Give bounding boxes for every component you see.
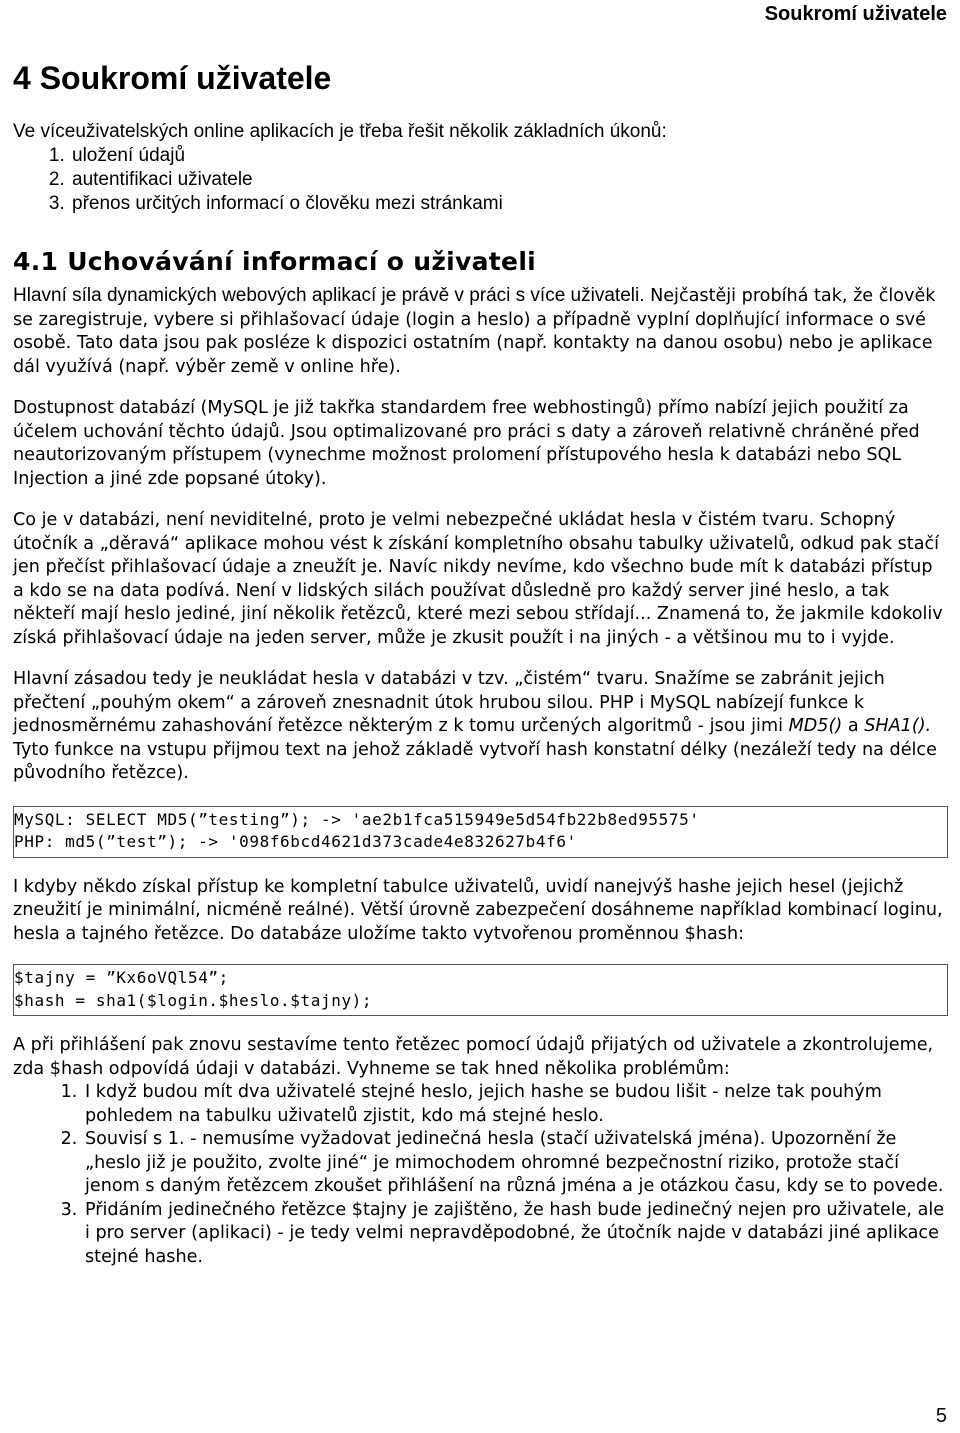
list-item: 2. autentifikaci uživatele xyxy=(70,168,948,192)
running-header: Soukromí uživatele xyxy=(764,3,947,25)
section-title: 4.1 Uchovávání informací o uživateli xyxy=(13,247,537,276)
page-content xyxy=(13,58,948,1269)
code-block xyxy=(13,964,948,1016)
chapter-title: 4 Soukromí uživatele xyxy=(13,60,332,96)
code-block xyxy=(13,806,948,858)
list-item: 1. uložení údajů xyxy=(70,144,948,168)
paragraph: Co je v databázi, není neviditelné, proto je velmi nebezpečné ukládat hesla v čistém tvaru. Schopný útočník a „děravá“ aplikace mohou vést k získání kompletního obsahu tabulky uživatelů, odkud pak stačí jen přečíst přihlašovací údaje a zneužít je. Navíc nikdy nevíme, kdo všechno bude mít k databázi přístup a kdo se na data podívá. Není v lidských silách používat důsledně pro každý server jiné heslo, a tak někteří mají heslo jediné, jiní několik řetězců, které mezi sebou střídají... Znamená to, že jakmile kdokoliv získá přihlašovací údaje na jeden server, může je zkusit použít i na jiných - a většinou mu to i vyjde. xyxy=(13,510,943,648)
paragraph-text: Tyto funkce na vstupu přijmou text na jehož základě vytvoří hash konstatní délky (nezáleží tedy na délce původního řetězce). xyxy=(13,739,937,783)
intro-text: Ve víceuživatelských online aplikacích je třeba řešit několik základních úkonů: xyxy=(13,121,667,142)
code-term: SHA1(). xyxy=(864,716,932,736)
paragraph xyxy=(13,284,948,379)
list-item: 2. Souvisí s 1. - nemusíme vyžadovat jedinečná hesla (stačí uživatelská jména). Upozornění že „heslo již je použito, zvolte jiné“ je mimochodem ohromné bezpečnostní riziko, protože stačí jenom s daným řetězcem zkoušet přihlášení na různá jména a je otázkou času, kdy se to povede. xyxy=(83,1128,948,1199)
paragraph-lead: Hlavní síla dynamických webových aplikací je právě v práci s více uživateli. xyxy=(13,285,645,306)
code-line: PHP: md5(”test”); -> '098f6bcd4621d373cade4e832627b4f6' xyxy=(14,832,577,851)
code-term: MD5() xyxy=(788,716,843,736)
code-line: MySQL: SELECT MD5(”testing”); -> 'ae2b1fca515949e5d54fb22b8ed95575' xyxy=(14,809,700,829)
code-line: $tajny = ”Kx6oVQl54”; xyxy=(14,968,229,987)
list-item: 1. I když budou mít dva uživatelé stejné heslo, jejich hashe se budou lišit - nelze tak pouhým pohledem na tabulku uživatelů zjistit, kdo má stejné heslo. xyxy=(83,1081,948,1128)
list-item: 3. přenos určitých informací o člověku mezi stránkami xyxy=(70,192,948,216)
paragraph: Dostupnost databází (MySQL je již takřka standardem free webhostingů) přímo nabízí jejich použití za účelem uchování těchto údajů. Jsou optimalizované pro práci s daty a zároveň relativně chráněné před neautorizovaným přístupem (vynechme možnost prolomení přístupového hesla k databázi nebo SQL Injection a jiné zde popsané útoky). xyxy=(13,398,920,489)
paragraph-text: a xyxy=(842,716,865,736)
paragraph: I kdyby někdo získal přístup ke kompletní tabulce uživatelů, uvidí nanejvýš hashe jejich hesel (jejichž zneužití je minimální, nicméně reálné). Větší úrovně zabezpečení dosáhneme například kombinací loginu, hesla a tajného řetězce. Do databáze uložíme takto vytvořenou proměnnou $hash: xyxy=(13,876,943,944)
list-item: 3. Přidáním jedinečného řetězce $tajny je zajištěno, že hash bude jedinečný nejen pro uživatele, ale i pro server (aplikaci) - je tedy velmi nepravděpodobné, že útočník najde v databázi jiné aplikace stejné hashe. xyxy=(83,1199,948,1270)
paragraph xyxy=(13,668,948,786)
paragraph-rest: Nejčastěji probíhá tak, že člověk se zaregistruje, vybere si přihlašovací údaje (login a heslo) a případně vyplní doplňující informace o své osobě. Tato data jsou pak posléze k dispozici ostatním (např. kontakty na danou osobu) nebo je aplikace dál využívá (např. výběr země v online hře). xyxy=(13,286,936,377)
paragraph-text: Hlavní zásadou tedy je neukládat hesla v databázi v tzv. „čistém“ tvaru. Snažíme se zabránit jejich přečtení „pouhým okem“ a zároveň znesnadnit útok hrubou silou. PHP i MySQL nabízejí funkce k jednosměrnému zahashování řetězce některým z k tomu určených algoritmů - jsou jimi xyxy=(13,669,885,736)
code-line: $hash = sha1($login.$heslo.$tajny); xyxy=(14,990,373,1010)
paragraph: A při přihlášení pak znovu sestavíme tento řetězec pomocí údajů přijatých od uživatele a zkontrolujeme, zda $hash odpovídá údaji v databázi. Vyhneme se tak hned několika problémům: xyxy=(13,1035,934,1079)
page-number: 5 xyxy=(935,1405,947,1427)
problems-list xyxy=(13,1081,948,1269)
intro-list xyxy=(13,144,948,216)
